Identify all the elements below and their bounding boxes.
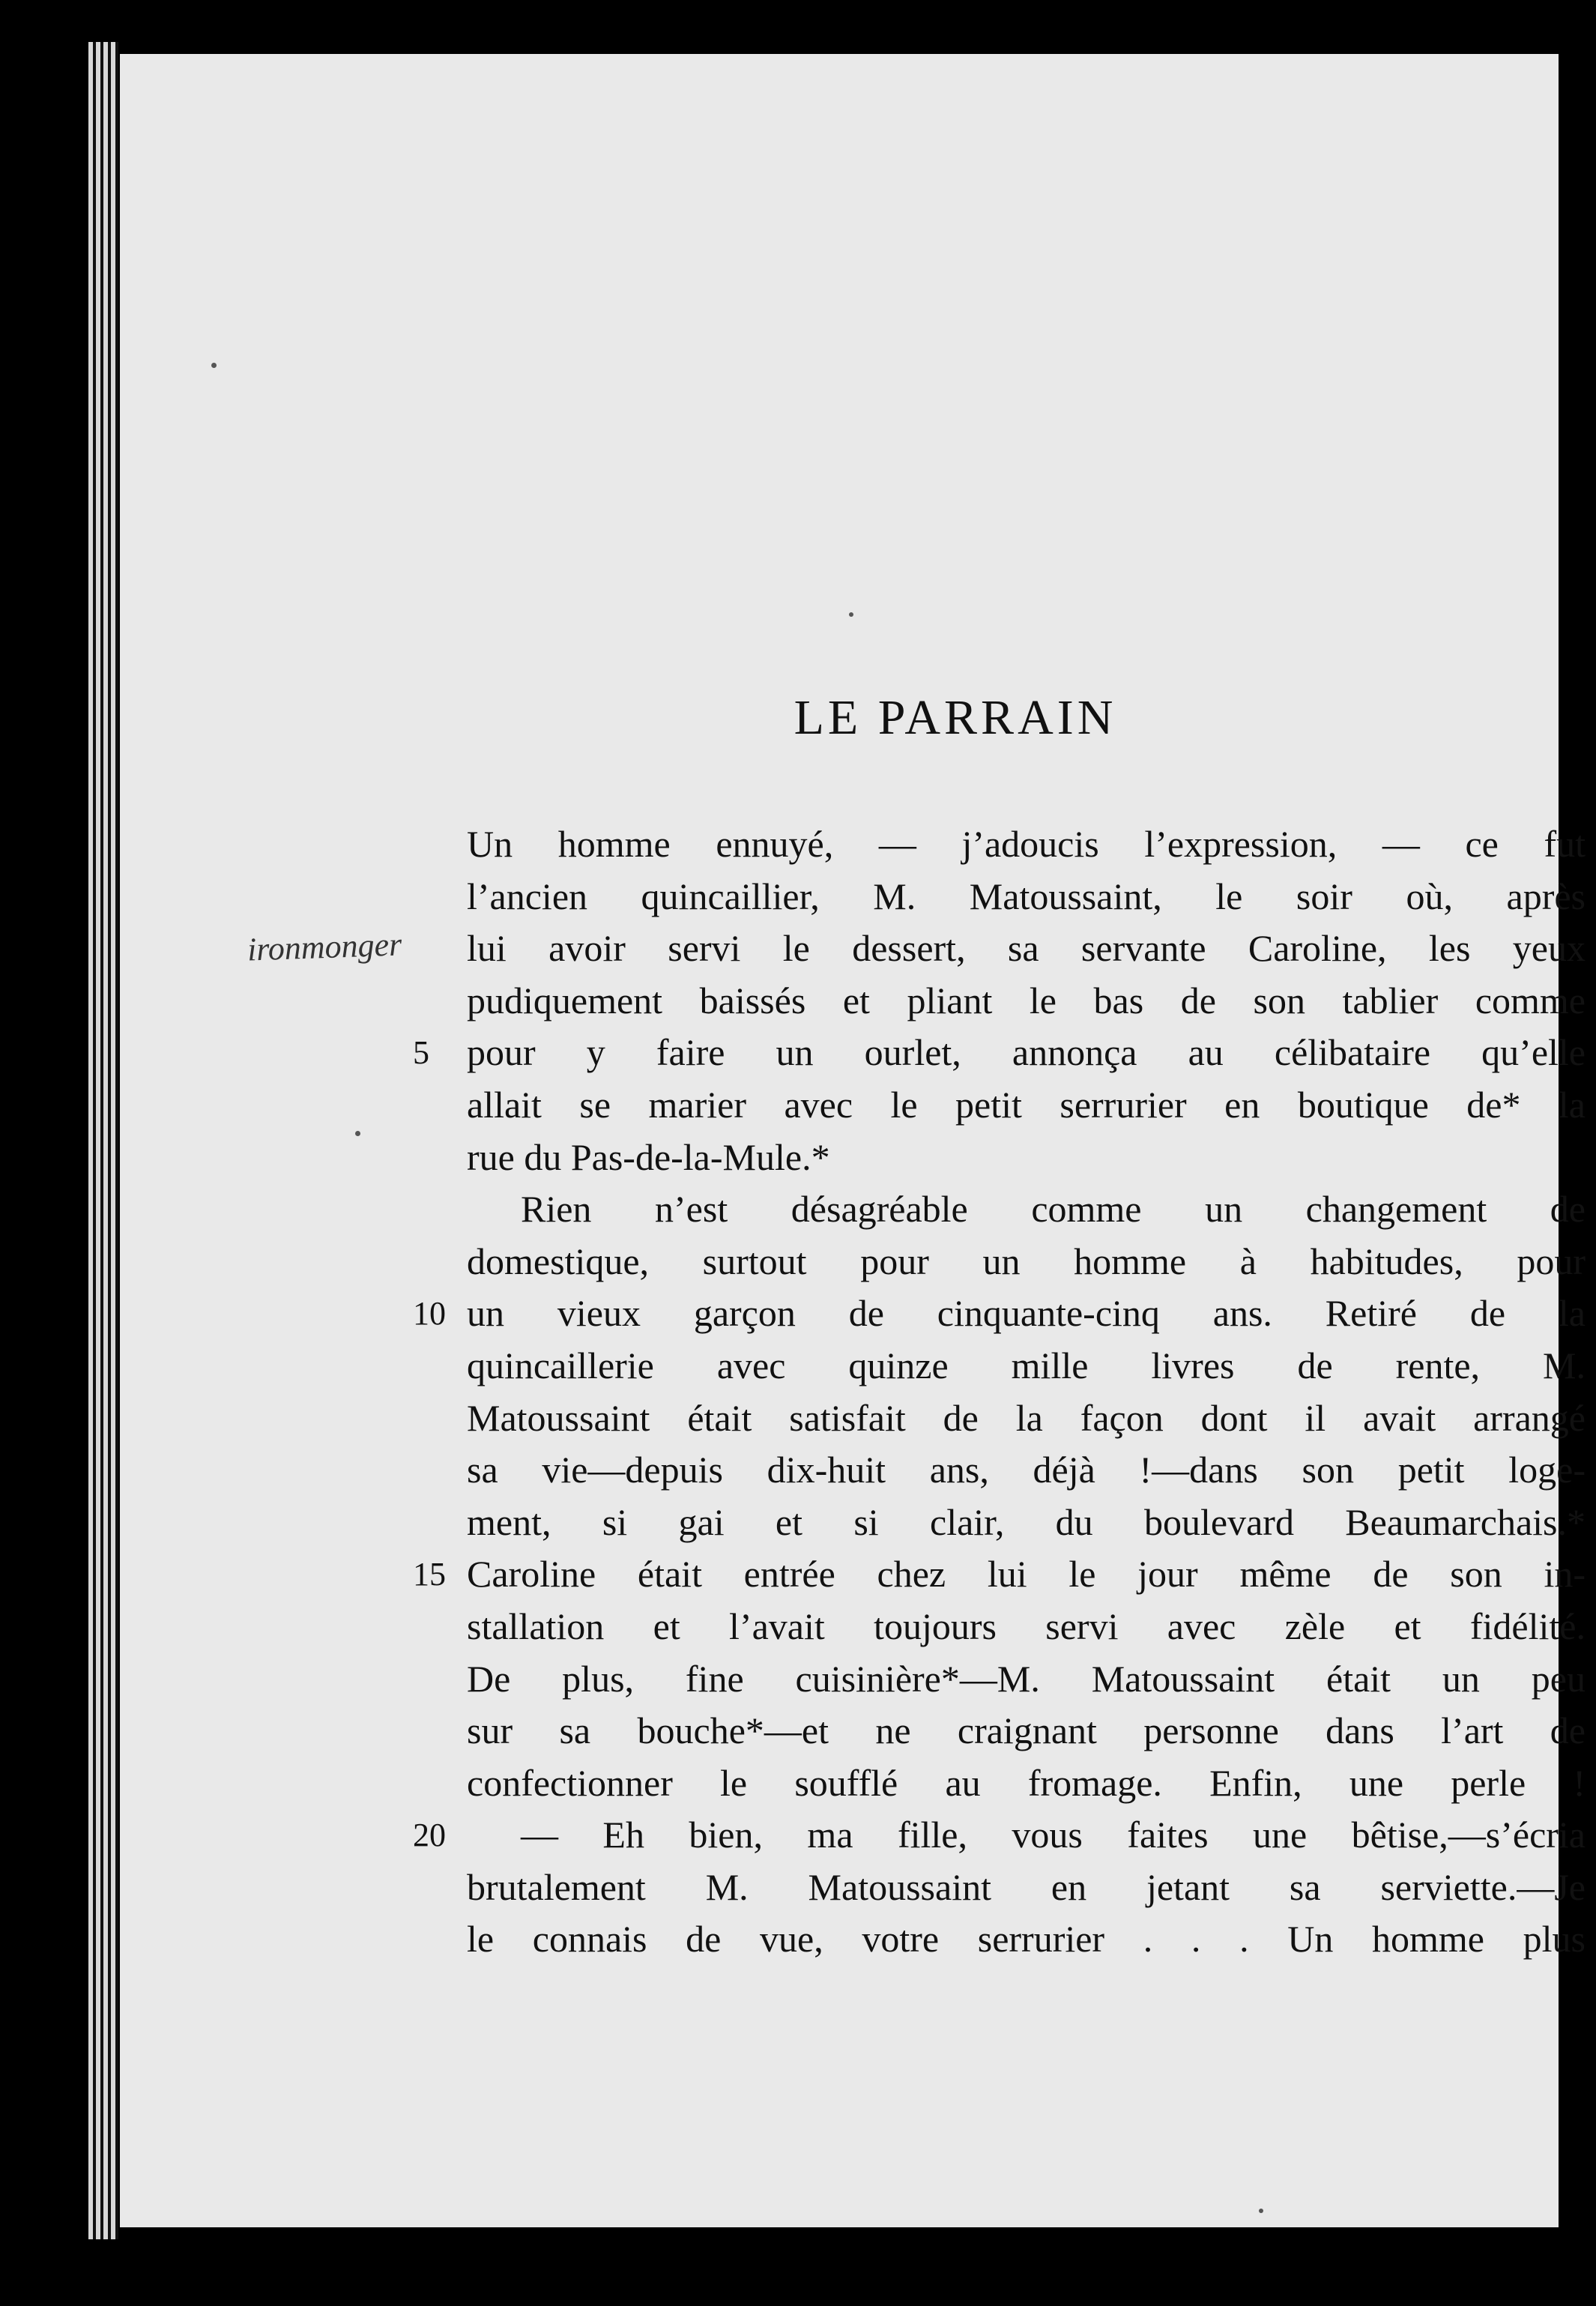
ink-speck (849, 612, 853, 617)
line-text: De plus, fine cuisinière*—M. Matoussaint était un peu (467, 1657, 1586, 1700)
line-text: pudiquement baissés et pliant le bas de son tablier comme (467, 979, 1586, 1021)
text-line (467, 1183, 1586, 1236)
line-number: 10 (413, 1295, 446, 1332)
line-text: confectionner le soufflé au fromage. Enfin, une perle ! (467, 1761, 1586, 1804)
body-text (413, 818, 1586, 1966)
text-line (467, 975, 1586, 1027)
line-text: sa vie—depuis dix-huit ans, déjà !—dans son petit loge- (467, 1449, 1586, 1491)
text-line (467, 1705, 1586, 1757)
text-line (467, 1340, 1586, 1392)
ink-speck (1259, 2209, 1263, 2213)
line-text: stallation et l’avait toujours servi avec zèle et fidélité. (467, 1605, 1586, 1647)
text-line (467, 1913, 1586, 1966)
line-text: rue du Pas-de-la-Mule.* (467, 1135, 830, 1178)
book-page (120, 54, 1586, 2227)
line-text: domestique, surtout pour un homme à habitudes, pour (467, 1240, 1586, 1282)
line-number: 15 (413, 1556, 446, 1593)
line-text: lui avoir servi le dessert, sa servante Caroline, les yeux (467, 927, 1586, 970)
line-text: ment, si gai et si clair, du boulevard Beaumarchais.* (467, 1500, 1586, 1543)
text-line (467, 1392, 1586, 1445)
line-text: Un homme ennuyé, — j’adoucis l’expression, — ce fut (467, 823, 1586, 865)
ink-speck (355, 1131, 360, 1136)
line-text: Rien n’est désagréable comme un changement de (521, 1188, 1586, 1231)
line-text: brutalement M. Matoussaint en jetant sa serviette.—Je (467, 1865, 1586, 1908)
line-text: Matoussaint était satisfait de la façon dont il avait arrangé (467, 1396, 1586, 1439)
line-number: 5 (413, 1034, 429, 1072)
text-line (467, 1757, 1586, 1810)
chapter-title: LE PARRAIN (794, 690, 1117, 745)
line-text: l’ancien quincaillier, M. Matoussaint, le soir où, après (467, 875, 1586, 917)
text-line (413, 1027, 1586, 1079)
text-line (467, 1601, 1586, 1653)
text-line (413, 1809, 1586, 1862)
text-line (467, 923, 1586, 975)
line-text: un vieux garçon de cinquante-cinq ans. Retiré de la (467, 1292, 1586, 1335)
line-text: quincaillerie avec quinze mille livres de rente, M. (467, 1344, 1586, 1386)
text-line (467, 818, 1586, 871)
text-line (467, 1132, 1586, 1184)
line-number: 20 (413, 1817, 446, 1854)
text-line (467, 1079, 1586, 1132)
text-line (413, 1548, 1586, 1601)
text-line (467, 1497, 1586, 1549)
text-line (467, 871, 1586, 923)
page-edges (88, 42, 118, 2239)
text-line (413, 1288, 1586, 1340)
ink-speck (211, 363, 217, 368)
line-text: pour y faire un ourlet, annonça au célibataire qu’elle (467, 1031, 1586, 1074)
text-line (467, 1653, 1586, 1706)
handwritten-margin-note: ironmonger (247, 926, 402, 968)
line-text: allait se marier avec le petit serrurier en boutique de* la (467, 1083, 1586, 1126)
text-line (467, 1236, 1586, 1288)
line-text: Caroline était entrée chez lui le jour même de son in- (467, 1553, 1586, 1596)
line-text: sur sa bouche*—et ne craignant personne dans l’art de (467, 1709, 1586, 1752)
line-text: le connais de vue, votre serrurier . . . Un homme plus (467, 1918, 1586, 1961)
text-line (467, 1862, 1586, 1914)
text-line (467, 1444, 1586, 1497)
line-text: — Eh bien, ma fille, vous faites une bêtise,—s’écria (521, 1814, 1586, 1856)
